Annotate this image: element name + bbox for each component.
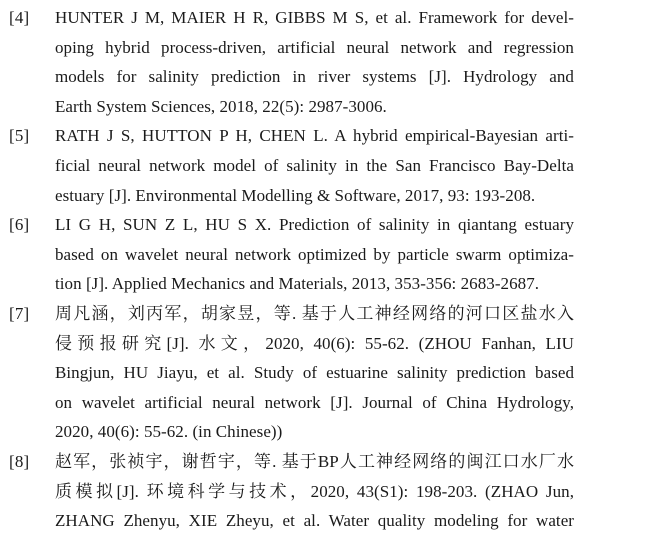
reference-line: estuary [J]. Environmental Modelling & Software, 2017, 93: 193-208. [55,185,536,205]
reference-line: Earth System Sciences, 2018, 22(5): 2987-3006. [55,96,387,116]
reference-item-6 [0,210,650,299]
reference-line: based on wavelet neural network optimized by particle swarm optimiza- [55,244,574,264]
reference-number: [7] [9,303,30,323]
reference-line: ZHANG Zhenyu, XIE Zheyu, et al. Water quality modeling for water [55,511,574,531]
reference-item-5 [0,121,650,210]
reference-item-7 [0,299,650,447]
reference-line: models for salinity prediction in river systems [J]. Hydrology and [55,67,574,87]
reference-line: 2020, 40(6): 55-62. (in Chinese)) [55,422,283,442]
reference-item-8 [0,447,650,536]
reference-line: 周凡涵，刘丙军，胡家昱，等. 基于人工神经网络的河口区盐水入 [55,303,574,323]
reference-line: ficial neural network model of salinity in the San Francisco Bay-Delta [55,155,574,175]
reference-line: RATH J S, HUTTON P H, CHEN L. A hybrid empirical-Bayesian arti- [55,126,574,146]
reference-number: [5] [9,126,30,146]
reference-line: 质模拟[J]. 环境科学与技术，2020, 43(S1): 198-203. (ZHAO Jun, [55,481,574,501]
reference-line: LI G H, SUN Z L, HU S X. Prediction of salinity in qiantang estuary [55,215,574,235]
reference-item-4 [0,3,650,121]
reference-line: on wavelet artificial neural network [J]. Journal of China Hydrology, [55,392,574,412]
reference-number: [8] [9,451,30,471]
reference-number: [4] [9,8,30,27]
reference-line: oping hybrid process-driven, artificial neural network and regression [55,37,574,57]
reference-line: tion [J]. Applied Mechanics and Materials, 2013, 353-356: 2683-2687. [55,274,540,294]
reference-line: Bingjun, HU Jiayu, et al. Study of estuarine salinity prediction based [55,363,574,383]
reference-line: 侵预报研究[J]. 水文，2020, 40(6): 55-62. (ZHOU Fanhan, LIU [55,333,574,353]
reference-line: HUNTER J M, MAIER H R, GIBBS M S, et al. Framework for devel- [55,8,574,27]
reference-line: 赵军，张祯宇，谢哲宇，等. 基于BP人工神经网络的闽江口水厂水 [55,451,574,471]
reference-number: [6] [9,215,30,235]
